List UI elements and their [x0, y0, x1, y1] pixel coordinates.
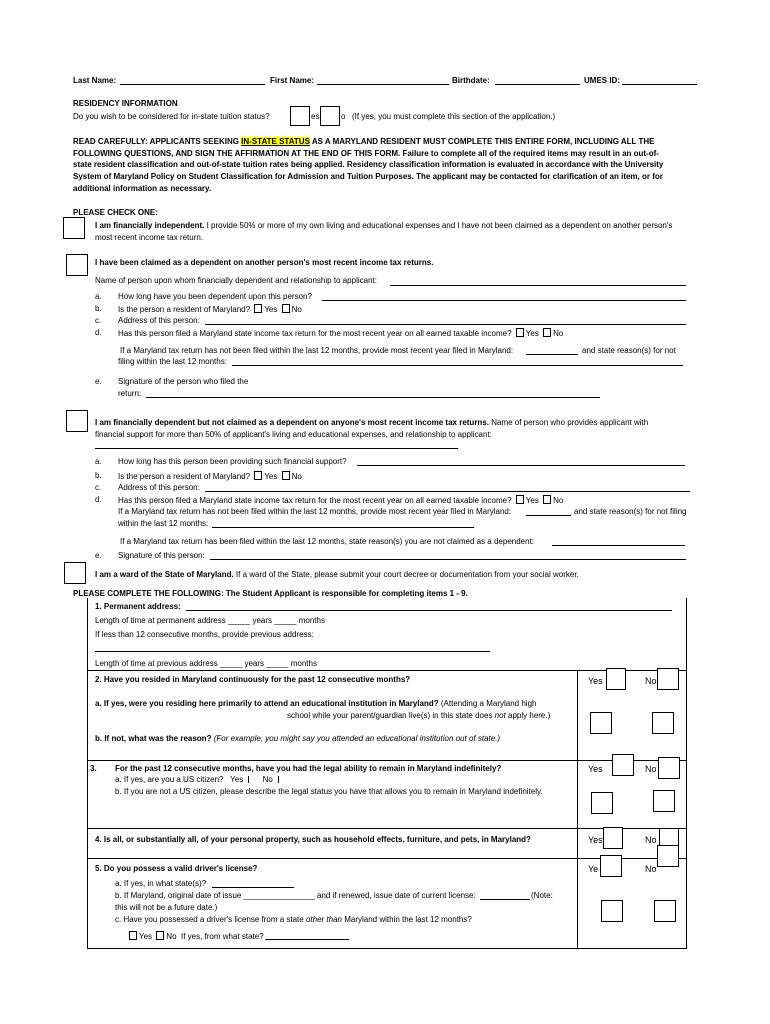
opt3-c-field[interactable]	[205, 491, 690, 492]
q3-yes-checkbox[interactable]	[612, 754, 634, 776]
read-carefully-line2: FOLLOWING QUESTIONS, AND SIGN THE AFFIRMATION AT THE END OF THIS FORM. Failure to complete all of the required items may result in an out-of-	[73, 149, 659, 158]
opt3-e-letter: e.	[95, 551, 102, 560]
opt3-e: Signature of this person:	[118, 551, 205, 560]
q4-yes-label: Yes	[588, 835, 603, 845]
q1-prev-length-line: Length of time at previous address _____ years _____ months	[95, 659, 317, 668]
opt2-name: Name of person upon whom financially dependent and relationship to applicant:	[95, 276, 377, 285]
opt2-b-yes-checkbox[interactable]	[254, 304, 262, 313]
instate-no-label: o	[341, 112, 346, 121]
opt2-signature-field[interactable]	[146, 397, 600, 398]
opt2-a-field[interactable]	[322, 300, 686, 301]
opt3-a-field[interactable]	[357, 465, 685, 466]
opt2-reason-field[interactable]	[232, 365, 683, 366]
table-border-right	[686, 598, 687, 948]
check-one-title: PLEASE CHECK ONE:	[73, 208, 158, 217]
q3-number: 3.	[90, 764, 97, 773]
q2-no-checkbox[interactable]	[657, 668, 679, 690]
opt2-title: I have been claimed as a dependent on another person's most recent income tax returns.	[95, 258, 434, 267]
q2a-no-checkbox[interactable]	[652, 712, 674, 734]
q5b-note: (Note:	[531, 891, 553, 900]
opt2-b-text: Is the person a resident of Maryland? Yes No	[118, 305, 302, 314]
q3b-no-checkbox[interactable]	[653, 790, 675, 812]
q5-yes-checkbox[interactable]	[600, 855, 622, 877]
opt3-signature-field[interactable]	[210, 559, 686, 560]
q2-yes-label: Yes	[588, 676, 603, 686]
opt1-line1: I am financially independent. I provide 50% or more of my own living and educational expenses and I have not been claimed as a dependent on another person's	[95, 221, 673, 230]
q5-no-label: No	[645, 864, 657, 874]
opt3-b-letter: b.	[95, 471, 102, 480]
opt3-reason-field[interactable]	[212, 527, 474, 528]
instate-no-checkbox[interactable]	[320, 106, 340, 126]
opt3-d-text: Has this person filed a Maryland state income tax return for the most recent year on all earned taxable income? Yes No	[118, 496, 564, 505]
opt3-b-text: Is the person a resident of Maryland? Yes No	[118, 472, 302, 481]
read-carefully-line4: System of Maryland Policy on Student Classification for Admission and Tuition Purposes. The applicant may be contacted for clarification of an item, or for	[73, 172, 663, 181]
residency-note: (If yes, you must complete this section of the application.)	[352, 112, 556, 121]
opt2-e2: return:	[118, 389, 142, 398]
table-border-left	[87, 598, 88, 948]
opt2-year-field[interactable]	[526, 354, 578, 355]
q1-previous-address-field[interactable]	[95, 651, 490, 652]
table-border-bottom	[87, 948, 687, 949]
opt2-b-no-checkbox[interactable]	[282, 304, 290, 313]
q3-no-label: No	[645, 764, 657, 774]
opt2-e-letter: e.	[95, 377, 102, 386]
table-divider-1	[87, 670, 687, 671]
q5c-line: c. Have you possessed a driver's license from a state other than Maryland within the last 12 months?	[115, 915, 472, 924]
q2a-line1: a. If yes, were you residing here primarily to attend an educational institution in Maryland? (Attending a Maryland high	[95, 699, 537, 708]
opt3-name-field[interactable]	[95, 448, 458, 449]
umes-id-label: UMES ID:	[584, 76, 620, 85]
opt2-d-yes-checkbox[interactable]	[516, 328, 524, 337]
q2a-yes-checkbox[interactable]	[590, 712, 612, 734]
opt2-a-text: How long have you been dependent upon this person?	[118, 292, 312, 301]
q2-no-label: No	[645, 676, 657, 686]
q5-no-checkbox[interactable]	[657, 845, 679, 867]
umes-id-field[interactable]	[622, 84, 697, 85]
residency-question: Do you wish to be considered for in-state tuition status?	[73, 112, 270, 121]
q5c-yes-checkbox[interactable]	[601, 900, 623, 922]
opt2-c-field[interactable]	[205, 324, 686, 325]
opt2-c-text: Address of this person:	[118, 316, 200, 325]
opt4-line: I am a ward of the State of Maryland. If a ward of the State, please submit your court decree or documentation from your social worker.	[95, 570, 579, 579]
q2a-line2: school while your parent/guardian live(s) in this state does not apply here.)	[287, 711, 551, 720]
q1-less: If less than 12 consecutive months, provide previous address:	[95, 630, 314, 639]
q5a-state-field[interactable]	[212, 887, 294, 888]
q5c-no-checkbox[interactable]	[654, 900, 676, 922]
complete-title: PLEASE COMPLETE THE FOLLOWING: The Student Applicant is responsible for completing items 1 - 9.	[73, 589, 468, 598]
in-state-status-highlight: IN-STATE STATUS	[241, 137, 310, 146]
opt2-note1: If a Maryland tax return has not been filed within the last 12 months, provide most recent year filed in Maryland:	[120, 346, 514, 355]
opt3-c-letter: c.	[95, 483, 102, 492]
opt3-a-letter: a.	[95, 457, 102, 466]
opt2-d-no-checkbox[interactable]	[543, 328, 551, 337]
q3a-line: a. If yes, are you a US citizen? Yes No	[115, 775, 281, 785]
table-divider-4	[87, 858, 687, 859]
opt2-d-letter: d.	[95, 328, 102, 337]
opt3-d-letter: d.	[95, 495, 102, 504]
q4-text: 4. Is all, or substantially all, of your personal property, such as household effects, furniture, and pets, in Maryland?	[95, 835, 531, 844]
last-name-field[interactable]	[120, 84, 265, 85]
q5c-answer-line: Yes No If yes, from what state?	[127, 931, 264, 942]
q3-no-checkbox[interactable]	[658, 757, 680, 779]
last-name-label: Last Name:	[73, 76, 117, 85]
q3a-yes-checkbox[interactable]	[247, 776, 249, 783]
q4-no-label: No	[645, 835, 657, 845]
q5a-line: a. If yes, in what state(s)?	[115, 879, 207, 888]
opt3-b-no-checkbox[interactable]	[282, 471, 290, 480]
opt3-note2: within the last 12 months:	[118, 519, 209, 528]
instate-yes-checkbox[interactable]	[290, 106, 310, 126]
opt3-claim-reason-field[interactable]	[552, 545, 685, 546]
opt2-e1: Signature of the person who filed the	[118, 377, 249, 386]
q5b-line1: b. If Maryland, original date of issue ________________ and if renewed, issue date of current license:	[115, 891, 476, 900]
table-divider-3	[87, 828, 687, 829]
opt3-note1b: and state reason(s) for not filing	[574, 507, 687, 516]
q1-title: 1. Permanent address:	[95, 602, 181, 611]
opt2-b-letter: b.	[95, 304, 102, 313]
q5c-inline-yes-checkbox[interactable]	[129, 931, 137, 940]
dependent-not-claimed-checkbox[interactable]	[66, 410, 88, 432]
opt3-year-field[interactable]	[526, 515, 571, 516]
opt3-c-text: Address of this person:	[118, 483, 200, 492]
q2-text: 2. Have you resided in Maryland continuously for the past 12 consecutive months?	[95, 675, 411, 684]
q5-yes-label: Ye	[588, 864, 599, 874]
birthdate-label: Birthdate:	[452, 76, 490, 85]
opt1-line2: most recent income tax return.	[95, 233, 204, 242]
birthdate-field[interactable]	[495, 84, 580, 85]
q3a-no-checkbox[interactable]	[277, 776, 279, 783]
read-carefully-line1: READ CAREFULLY: APPLICANTS SEEKING IN-STATE STATUS AS A MARYLAND RESIDENT MUST COMPLETE THIS ENTIRE FORM, INCLUDING ALL THE	[73, 137, 655, 146]
opt2-c-letter: c.	[95, 316, 102, 325]
read-carefully-line3: state resident classification and out-of-state tuition rates being applied. Residency classification information is evaluated in accordance with the University	[73, 160, 664, 169]
opt2-d-text: Has this person filed a Maryland state income tax return for the most recent year on all earned taxable income? Yes No	[118, 329, 564, 338]
q3b-yes-checkbox[interactable]	[591, 792, 613, 814]
opt2-a-letter: a.	[95, 292, 102, 301]
opt3-a-text: How long has this person been providing such financial support?	[118, 457, 347, 466]
q5b-renewal-field[interactable]	[480, 899, 530, 900]
q5c-inline-no-checkbox[interactable]	[156, 931, 164, 940]
q5b-line2: this will not be a future date.)	[115, 903, 218, 912]
table-divider-2	[87, 760, 687, 761]
q5-text: 5. Do you possess a valid driver's license?	[95, 864, 258, 873]
first-name-field[interactable]	[317, 84, 449, 85]
q5c-state-field[interactable]	[265, 939, 349, 940]
q3b-line: b. If you are not a US citizen, please describe the legal status you have that allows you to remain in Maryland indefinitely.	[115, 787, 543, 796]
opt2-note2: filing within the last 12 months:	[118, 357, 227, 366]
opt3-note3: If a Maryland tax return has been filed within the last 12 months, state reason(s) you are not claimed as a dependent:	[120, 537, 535, 546]
read-carefully-line5: additional information as necessary.	[73, 184, 212, 193]
residency-title: RESIDENCY INFORMATION	[73, 99, 178, 108]
q1-address-field[interactable]	[186, 610, 672, 611]
first-name-label: First Name:	[270, 76, 315, 85]
opt3-b-yes-checkbox[interactable]	[254, 471, 262, 480]
q2b-line: b. If not, what was the reason? (For example, you might say you attended an educational institution out of state.)	[95, 734, 501, 743]
q3-text: For the past 12 consecutive months, have you had the legal ability to remain in Maryland indefinitely?	[115, 764, 502, 773]
opt2-note1b: and state reason(s) for not	[582, 346, 676, 355]
opt3-d-no-checkbox[interactable]	[543, 495, 551, 504]
opt3-line1: I am financially dependent but not claimed as a dependent on anyone's most recent income tax returns. Name of person who provides applicant with	[95, 418, 649, 427]
opt2-name-field[interactable]	[390, 285, 686, 286]
instate-yes-label: es	[311, 112, 320, 121]
opt3-line2: financial support for more than 50% of applicant's living and educational expenses, and relationship to applicant:	[95, 430, 492, 439]
q2-yes-checkbox[interactable]	[606, 668, 626, 690]
independent-checkbox[interactable]	[63, 217, 85, 239]
claimed-dependent-checkbox[interactable]	[66, 254, 88, 276]
q1-length-line: Length of time at permanent address _____ years _____ months	[95, 616, 325, 625]
q4-yes-checkbox[interactable]	[603, 827, 623, 849]
ward-of-state-checkbox[interactable]	[64, 562, 86, 584]
opt3-d-yes-checkbox[interactable]	[516, 495, 524, 504]
q3-yes-label: Yes	[588, 764, 603, 774]
opt3-note1: If a Maryland tax return has not been filed within the last 12 months, provide most recent year filed in Maryland:	[118, 507, 512, 516]
table-col-divider	[577, 670, 578, 948]
